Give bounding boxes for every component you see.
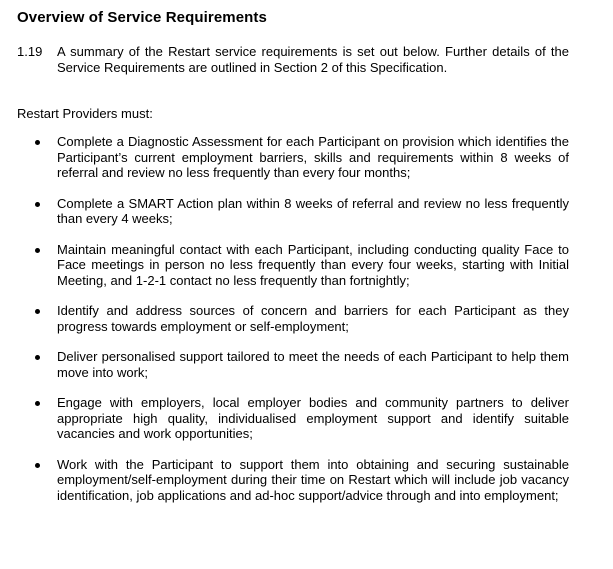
paragraph-number: 1.19 (17, 44, 43, 59)
list-item (33, 134, 569, 181)
list-item (33, 303, 569, 334)
section-heading: Overview of Service Requirements (17, 9, 267, 26)
list-item-text: Deliver personalised support tailored to meet the needs of each Participant to help them move into work; (57, 349, 569, 380)
bullet-icon (35, 140, 40, 145)
list-item-text: Work with the Participant to support them into obtaining and securing sustainable employment/self-employment during their time on Restart which will include job vacancy identification, job applications and ad-hoc support/advice through and into employment; (57, 456, 569, 503)
list-item-text: Engage with employers, local employer bodies and community partners to deliver appropriate high quality, individualised employment support and identify suitable vacancies and work opportunities; (57, 395, 569, 441)
bullet-icon (35, 355, 40, 360)
bullet-icon (35, 463, 40, 468)
list-item (33, 457, 569, 504)
list-item-text: Complete a Diagnostic Assessment for each Participant on provision which identifies the Participant’s current employment barriers, skills and requirements within 8 weeks of referral and review no less frequently than every four months; (57, 134, 569, 180)
list-item (33, 242, 569, 289)
list-item-text: Complete a SMART Action plan within 8 weeks of referral and review no less frequently than every 4 weeks; (57, 195, 569, 226)
numbered-paragraph (17, 44, 569, 75)
intro-text: Restart Providers must: (17, 106, 153, 121)
bullet-icon (35, 401, 40, 406)
bullet-icon (35, 202, 40, 207)
paragraph-text: A summary of the Restart service requirements is set out below. Further details of the Service Requirements are outlined in Section 2 of this Specification. (57, 44, 569, 75)
requirements-list (33, 134, 569, 518)
list-item (33, 196, 569, 227)
bullet-icon (35, 309, 40, 314)
list-item (33, 349, 569, 380)
list-item-text: Maintain meaningful contact with each Participant, including conducting quality Face to Face meetings in person no less frequently than every four weeks, starting with Initial Meeting, and 1-2-1 contact no less frequently than fortnightly; (57, 241, 569, 288)
list-item (33, 395, 569, 442)
bullet-icon (35, 248, 40, 253)
list-item-text: Identify and address sources of concern and barriers for each Participant as they progress towards employment or self-employment; (57, 303, 569, 334)
